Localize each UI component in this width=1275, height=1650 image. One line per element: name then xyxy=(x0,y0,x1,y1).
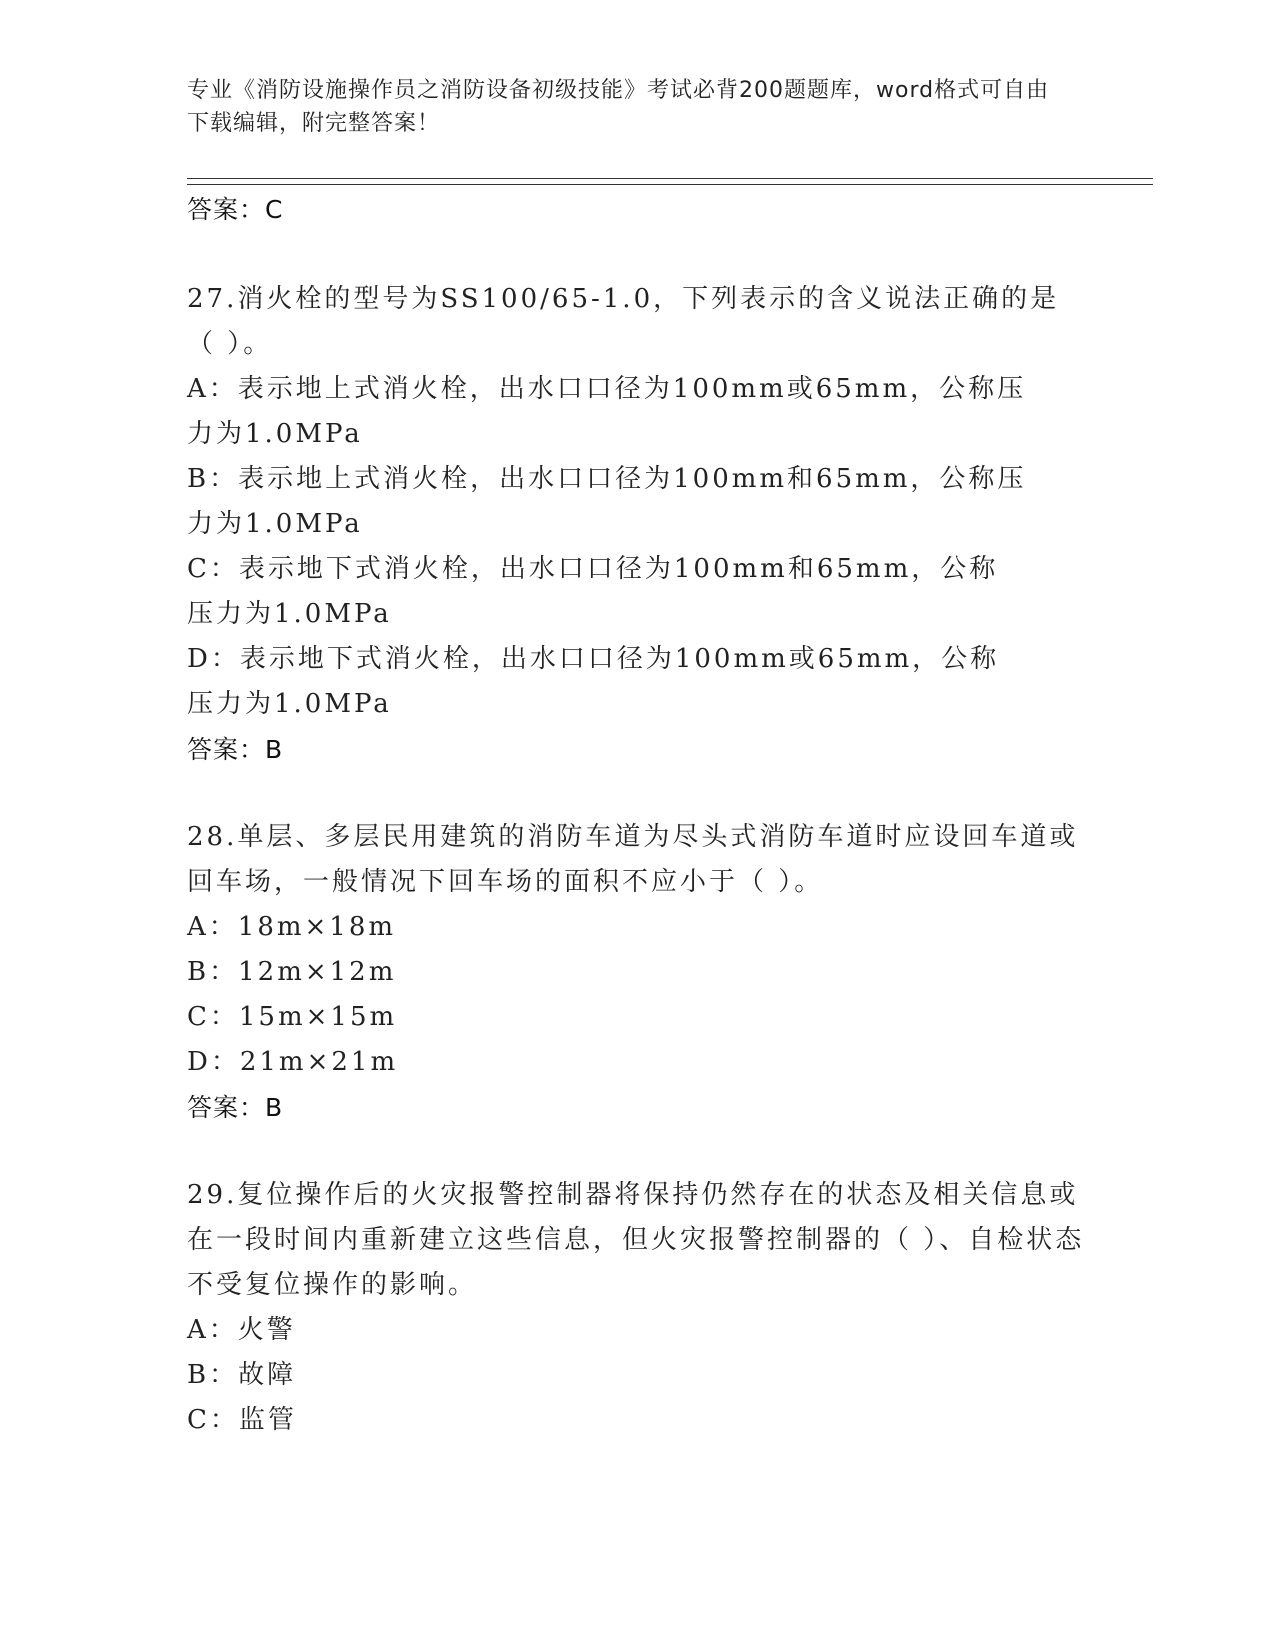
question-list xyxy=(187,187,1087,1443)
option-b: B：表示地上式消火栓，出水口口径为100mm和65mm，公称压力为1.0MPa xyxy=(187,464,1027,539)
question-text: 27.消火栓的型号为SS100/65-1.0，下列表示的含义说法正确的是（ ）。 xyxy=(187,284,1060,359)
option-c: C：表示地下式消火栓，出水口口径为100mm和65mm，公称压力为1.0MPa xyxy=(187,554,999,629)
option-c: C：监管 xyxy=(187,1405,297,1435)
option-c: C：15m×15m xyxy=(187,1002,398,1032)
option-a: A：火警 xyxy=(187,1315,296,1345)
document-header: 专业《消防设施操作员之消防设备初级技能》考试必背200题题库，word格式可自由下载编辑，附完整答案！ xyxy=(187,78,1050,136)
answer-label: 答案：B xyxy=(187,1093,284,1122)
question-text: 29.复位操作后的火灾报警控制器将保持仍然存在的状态及相关信息或在一段时间内重新建立这些信息，但火灾报警控制器的（ ）、自检状态不受复位操作的影响。 xyxy=(187,1180,1085,1300)
header-divider xyxy=(187,178,1153,185)
option-d: D：21m×21m xyxy=(187,1047,399,1077)
question-27 xyxy=(187,277,1087,773)
option-a: A：表示地上式消火栓，出水口口径为100mm或65mm，公称压力为1.0MPa xyxy=(187,374,1027,449)
option-b: B：12m×12m xyxy=(187,957,397,987)
option-d: D：表示地下式消火栓，出水口口径为100mm或65mm，公称压力为1.0MPa xyxy=(187,644,1000,719)
answer-label: 答案：B xyxy=(187,735,284,764)
question-29 xyxy=(187,1173,1087,1443)
option-a: A：18m×18m xyxy=(187,912,397,942)
answer-label: 答案：C xyxy=(187,195,284,224)
question-28 xyxy=(187,815,1087,1131)
option-b: B：故障 xyxy=(187,1360,297,1390)
question-text: 28.单层、多层民用建筑的消防车道为尽头式消防车道时应设回车道或回车场，一般情况下回车场的面积不应小于（ ）。 xyxy=(187,822,1079,897)
